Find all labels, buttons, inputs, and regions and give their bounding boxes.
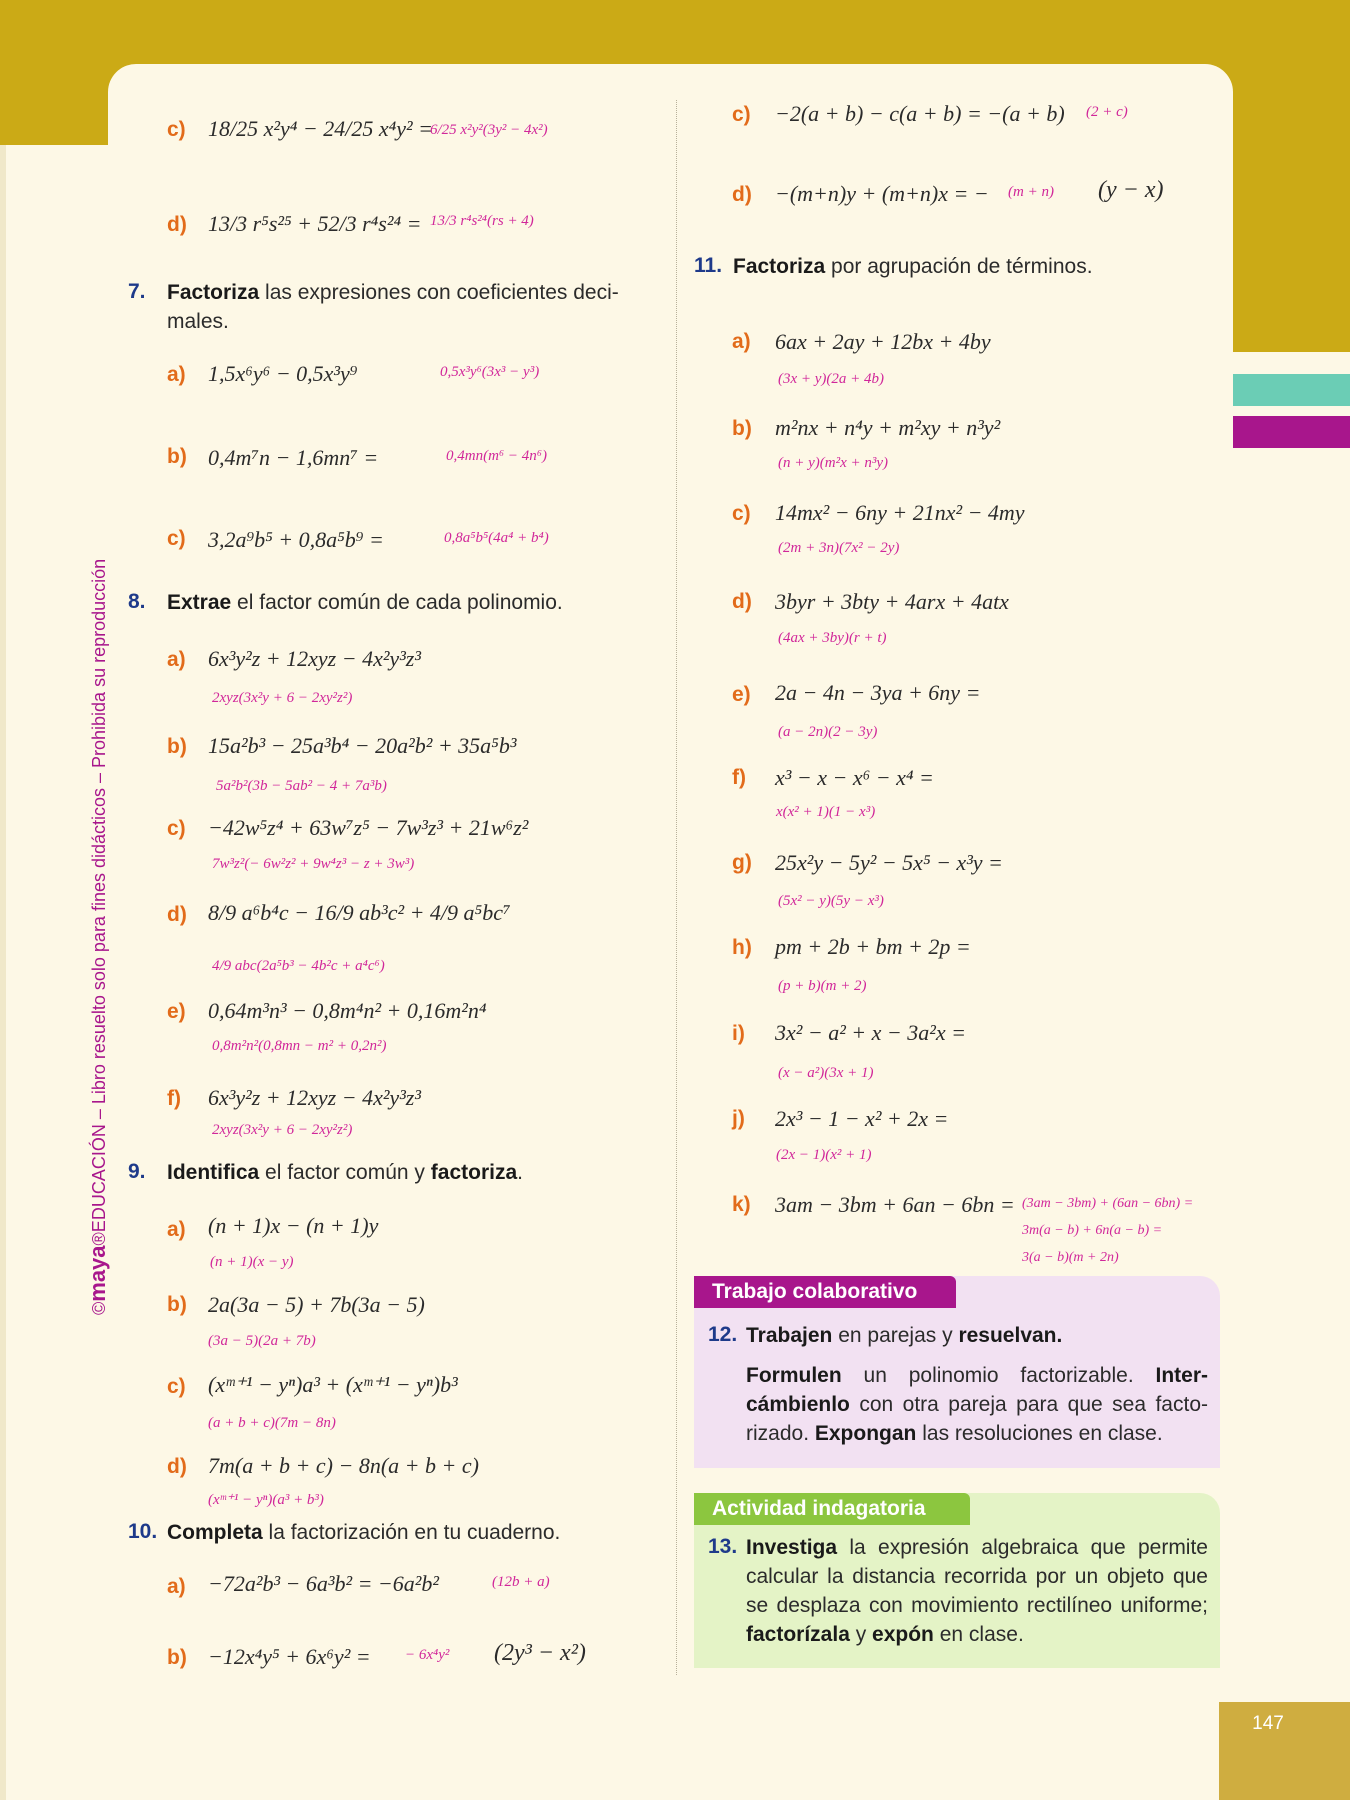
answer: (2 + c) (1086, 104, 1128, 120)
expression: 6ax + 2ay + 12bx + 4by (775, 329, 991, 354)
item-label: f) (167, 1087, 181, 1110)
expression: 15a²b³ − 25a³b⁴ − 20a²b² + 35a⁵b³ (208, 733, 517, 758)
item-label: c) (167, 1375, 186, 1398)
question-number: 7. (128, 280, 146, 303)
item-label: k) (732, 1193, 751, 1216)
answer: 7w³z²(− 6w²z² + 9w⁴z³ − z + 3w³) (212, 856, 415, 872)
item-label: i) (732, 1022, 745, 1045)
item-label: b) (167, 1293, 187, 1316)
question-number: 13. (708, 1535, 738, 1558)
expression: 0,64m³n³ − 0,8m⁴n² + 0,16m²n⁴ (208, 998, 487, 1023)
item-label: a) (167, 1218, 186, 1241)
item-label: d) (167, 1455, 187, 1478)
expression: −2(a + b) − c(a + b) = −(a + b) (775, 101, 1065, 126)
item-label: g) (732, 851, 752, 874)
answer: 0,4mn(m⁶ − 4n⁶) (446, 448, 547, 464)
item-label: d) (732, 183, 752, 206)
item-label: a) (167, 363, 186, 386)
item-label: d) (167, 903, 187, 926)
answer: (2x − 1)(x² + 1) (776, 1147, 872, 1163)
answer: 6/25 x²y²(3y² − 4x²) (430, 122, 548, 138)
expression: (xᵐ⁺¹ − yⁿ)a³ + (xᵐ⁺¹ − yⁿ)b³ (208, 1372, 458, 1397)
item-label: e) (732, 683, 751, 706)
expression: 7m(a + b + c) − 8n(a + b + c) (208, 1453, 479, 1478)
answer: 4/9 abc(2a⁵b³ − 4b²c + a⁴c⁶) (212, 958, 385, 974)
answer: − 6x⁴y² (405, 1647, 450, 1663)
question-number: 9. (128, 1160, 146, 1183)
answer: (12b + a) (492, 1574, 550, 1590)
item-label: a) (732, 330, 751, 353)
question-number: 12. (708, 1323, 738, 1346)
item-label: b) (167, 735, 187, 758)
answer: (m + n) (1008, 184, 1054, 200)
expression: −12x⁴y⁵ + 6x⁶y² = (208, 1644, 371, 1669)
item-label: c) (167, 527, 186, 550)
answer: 5a²b²(3b − 5ab² − 4 + 7a³b) (216, 778, 387, 794)
item-label: c) (732, 103, 751, 126)
item-label: b) (167, 445, 187, 468)
answer: 2xyz(3x²y + 6 − 2xy²z²) (212, 1122, 353, 1138)
item-label: a) (167, 648, 186, 671)
expression: 8/9 a⁶b⁴c − 16/9 ab³c² + 4/9 a⁵bc⁷ (208, 900, 511, 925)
answer: (n + y)(m²x + n³y) (778, 455, 889, 471)
expression: 3x² − a² + x − 3a²x = (775, 1020, 966, 1045)
expression: 3byr + 3bty + 4arx + 4atx (775, 589, 1009, 614)
answer: (a + b + c)(7m − 8n) (208, 1415, 336, 1431)
expression: 14mx² − 6ny + 21nx² − 4my (775, 500, 1025, 525)
expression: (n + 1)x − (n + 1)y (208, 1213, 379, 1238)
column-divider (676, 100, 677, 1675)
page-number: 147 (1252, 1713, 1284, 1734)
answer: (x − a²)(3x + 1) (778, 1065, 874, 1081)
item-label: b) (167, 1646, 187, 1669)
expression: 3,2a⁹b⁵ + 0,8a⁵b⁹ = (208, 527, 384, 552)
item-label: c) (167, 118, 186, 141)
answer-line: 3(a − b)(m + 2n) (1022, 1250, 1119, 1265)
answer: 2xyz(3x²y + 6 − 2xy²z²) (212, 690, 353, 706)
answer-line: (3am − 3bm) + (6an − 6bn) = (1022, 1196, 1194, 1211)
answer: (a − 2n)(2 − 3y) (778, 724, 878, 740)
expression: 1,5x⁶y⁶ − 0,5x³y⁹ (208, 361, 358, 386)
item-label: d) (167, 213, 187, 236)
inquiry-activity-header: Actividad indagatoria (694, 1493, 970, 1525)
completed-factor: (2y³ − x²) (494, 1640, 586, 1666)
answer: (4ax + 3by)(r + t) (778, 630, 887, 646)
item-label: a) (167, 1575, 186, 1598)
question-number: 11. (694, 254, 723, 277)
item-label: b) (732, 417, 752, 440)
expression: 13/3 r⁵s²⁵ + 52/3 r⁴s²⁴ = (208, 211, 422, 236)
collaborative-instruction: Trabajen en parejas y resuelvan. (746, 1324, 1063, 1347)
item-label: c) (167, 817, 186, 840)
copyright-sidebar: ©maya®EDUCACIÓN – Libro resuelto solo para fines didácticos – Prohibida su reproducción (85, 558, 110, 1315)
item-label: f) (732, 766, 746, 789)
expression: 2a(3a − 5) + 7b(3a − 5) (208, 1292, 425, 1317)
question-text: Factoriza por agrupación de términos. (733, 255, 1093, 278)
expression: 25x²y − 5y² − 5x⁵ − x³y = (775, 850, 1003, 875)
answer: 13/3 r⁴s²⁴(rs + 4) (430, 213, 534, 229)
expression: 18/25 x²y⁴ − 24/25 x⁴y² = (208, 116, 433, 141)
magenta-tab (1232, 416, 1350, 448)
answer: (n + 1)(x − y) (210, 1254, 294, 1270)
collaborative-work-header: Trabajo colaborativo (694, 1276, 956, 1308)
question-text: Completa la factorización en tu cuaderno. (167, 1521, 561, 1544)
expression: 6x³y²z + 12xyz − 4x²y³z³ (208, 1085, 421, 1110)
tab-gap (1232, 352, 1350, 374)
item-label: d) (732, 590, 752, 613)
item-label: c) (732, 502, 751, 525)
answer: x(x² + 1)(1 − x³) (776, 804, 876, 820)
question-number: 8. (128, 590, 146, 613)
question-text: Extrae el factor común de cada polinomio. (167, 591, 563, 614)
answer: (3x + y)(2a + 4b) (778, 371, 885, 387)
left-edge (0, 145, 6, 1800)
item-label: h) (732, 936, 752, 959)
expression: m²nx + n⁴y + m²xy + n³y² (775, 415, 1001, 440)
expression: pm + 2b + bm + 2p = (775, 934, 971, 959)
answer: 0,8m²n²(0,8mn − m² + 0,2n²) (212, 1038, 387, 1054)
answer: 0,8a⁵b⁵(4a⁴ + b⁴) (444, 530, 549, 546)
answer: (2m + 3n)(7x² − 2y) (778, 540, 900, 556)
expression: −(m+n)y + (m+n)x = − (775, 181, 989, 206)
item-label: e) (167, 1000, 186, 1023)
question-text: Factoriza las expresiones con coeficientes deci-males. (167, 281, 619, 333)
answer: 0,5x³y⁶(3x³ − y³) (440, 364, 540, 380)
expression: 2x³ − 1 − x² + 2x = (775, 1106, 949, 1131)
inquiry-paragraph: Investiga la expresión algebraica que permite calcular la distancia recorrida por un objeto que se desplaza con movimiento rectilíneo uniforme; factorízala y expón en clase. (746, 1536, 1208, 1646)
expression: 6x³y²z + 12xyz − 4x²y³z³ (208, 646, 421, 671)
answer: (xᵐ⁺¹ − yⁿ)(a³ + b³) (208, 1492, 324, 1508)
expression: 3am − 3bm + 6an − 6bn = (775, 1192, 1015, 1217)
answer: (5x² − y)(5y − x³) (778, 893, 884, 909)
expression: 2a − 4n − 3ya + 6ny = (775, 680, 981, 705)
answer-line: 3m(a − b) + 6n(a − b) = (1022, 1223, 1163, 1238)
expression: −42w⁵z⁴ + 63w⁷z⁵ − 7w³z³ + 21w⁶z² (208, 815, 529, 840)
right-gold-band (1232, 0, 1350, 352)
expression: −72a²b³ − 6a³b² = −6a²b² (208, 1571, 439, 1596)
expression: 0,4m⁷n − 1,6mn⁷ = (208, 445, 379, 470)
answer: (p + b)(m + 2) (778, 978, 867, 994)
expression: x³ − x − x⁶ − x⁴ = (775, 765, 934, 790)
teal-tab (1232, 374, 1350, 406)
item-label: j) (732, 1107, 745, 1130)
completed-factor: (y − x) (1098, 177, 1164, 203)
question-number: 10. (128, 1520, 158, 1543)
collaborative-paragraph: Formulen un polinomio factorizable. Inter-cámbienlo con otra pareja para que sea facto-rizado. Expongan las resoluciones en clase. (746, 1364, 1208, 1445)
answer: (3a − 5)(2a + 7b) (208, 1333, 316, 1349)
question-text: Identifica el factor común y factoriza. (167, 1161, 523, 1184)
